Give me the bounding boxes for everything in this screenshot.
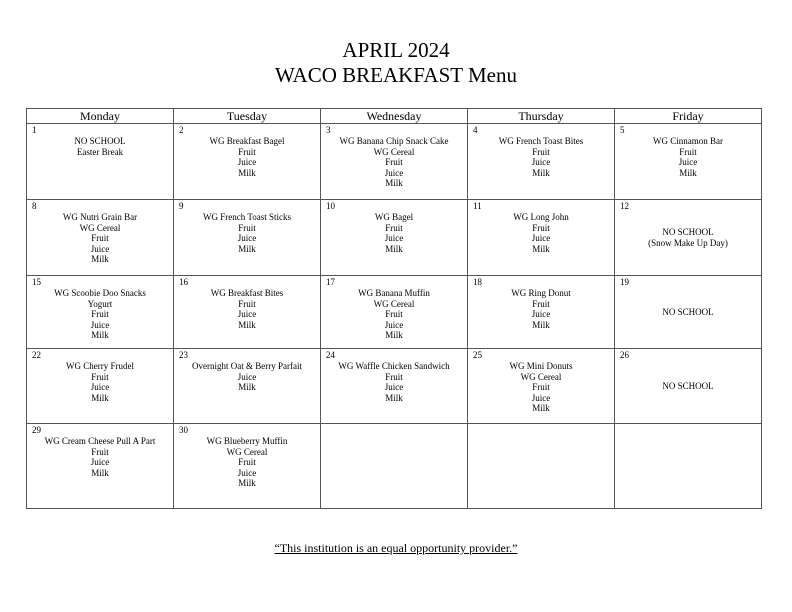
day-cell [27,424,174,509]
menu-items [615,136,761,178]
menu-item: Juice [237,157,257,167]
menu-item: Milk [679,167,697,178]
menu-item: Fruit [91,446,109,457]
menu-item: Juice [237,467,257,478]
day-number: 9 [179,201,184,211]
menu-item: WG Banana Muffin [358,288,430,298]
menu-item: Juice [531,392,551,403]
day-number: 5 [620,125,625,135]
no-school-note [615,307,761,318]
day-cell [321,200,468,276]
day-cell [468,276,615,349]
menu-items [321,212,467,254]
menu-item: Juice [531,309,551,319]
day-cell [321,124,468,200]
day-number: 15 [32,277,41,287]
weekday-header: Wednesday [321,109,468,124]
menu-item: NO SCHOOL [74,136,126,146]
menu-item: Juice [237,309,257,319]
menu-item: Juice [678,157,698,167]
menu-item: Juice [531,233,551,243]
day-cell [615,349,762,424]
no-school-note [615,227,761,248]
menu-item: NO SCHOOL [662,227,714,237]
day-cell [321,276,468,349]
weekday-header: Friday [615,109,762,124]
day-number: 23 [179,350,188,360]
menu-item: Milk [532,243,550,254]
menu-items [321,136,467,189]
menu-item: (Snow Make Up Day) [648,237,728,248]
day-number [321,424,467,436]
day-cell [27,200,174,276]
menu-item: Milk [385,330,403,340]
menu-item: Milk [238,167,256,178]
menu-item: Fruit [385,309,403,319]
week-row [27,124,762,200]
weekday-header-row [27,109,762,124]
day-number: 24 [326,350,335,360]
day-number [468,424,614,436]
menu-item: WG Cereal [520,371,562,382]
menu-item: Milk [238,243,256,254]
menu-items [468,288,614,330]
day-number [615,424,761,436]
menu-item: WG Banana Chip Snack Cake [339,136,449,146]
menu-item: WG French Toast Sticks [203,212,291,222]
footer-statement [0,541,792,556]
menu-item: Milk [238,478,256,488]
menu-item: WG Scoobie Doo Snacks [54,288,146,298]
day-number: 10 [326,201,335,211]
menu-item: Fruit [532,382,550,392]
menu-item: Fruit [238,146,256,157]
menu-items [27,136,173,157]
menu-item: WG Cereal [226,446,268,457]
day-number: 22 [32,350,41,360]
no-school-note [615,381,761,392]
menu-item: Juice [384,382,404,392]
menu-item: WG Cereal [79,222,121,233]
menu-items [321,361,467,403]
day-cell [174,124,321,200]
day-cell [27,349,174,424]
menu-item: Milk [532,319,550,330]
day-cell [615,200,762,276]
menu-item: Easter Break [76,146,124,157]
day-number: 2 [179,125,184,135]
day-cell [174,200,321,276]
menu-item: WG Cream Cheese Pull A Part [44,436,156,446]
calendar-body [27,124,762,509]
menu-item: WG Ring Donut [511,288,571,298]
day-number: 17 [326,277,335,287]
day-cell [321,349,468,424]
menu-item: Juice [90,457,110,467]
day-number: 29 [32,425,41,435]
week-row [27,349,762,424]
menu-items [27,288,173,341]
day-cell [615,124,762,200]
weekday-header: Tuesday [174,109,321,124]
week-row [27,276,762,349]
day-number: 3 [326,125,331,135]
menu-item: Fruit [91,371,109,382]
weekday-header: Monday [27,109,174,124]
day-cell [27,276,174,349]
menu-item: Milk [91,467,109,478]
menu-item: Milk [91,254,109,264]
menu-items [321,288,467,341]
menu-item: Juice [384,319,404,330]
page-title-month: APRIL 2024 [342,38,450,62]
calendar-table [26,108,762,509]
day-number: 30 [179,425,188,435]
menu-item: WG Mini Donuts [509,361,573,371]
day-cell [174,276,321,349]
menu-item: Juice [90,319,110,330]
menu-item: WG Breakfast Bagel [209,136,285,146]
page-title-menu: WACO BREAKFAST Menu [275,63,517,87]
menu-item: WG Blueberry Muffin [206,436,288,446]
menu-item: Juice [384,233,404,243]
menu-item: Juice [237,233,257,243]
week-row [27,200,762,276]
menu-items [174,436,320,489]
day-number: 11 [473,201,482,211]
menu-item: Juice [384,167,404,178]
day-cell [468,424,615,509]
day-number: 26 [620,350,629,360]
equal-opportunity-text: “This institution is an equal opportunity provider.” [274,541,518,555]
menu-item: Milk [385,178,403,188]
menu-item: Fruit [91,309,109,319]
menu-item: Yogurt [87,298,113,309]
menu-item: WG Waffle Chicken Sandwich [338,361,450,371]
menu-item: Milk [238,319,256,330]
day-number: 16 [179,277,188,287]
menu-item: Fruit [385,157,403,167]
day-cell [468,349,615,424]
menu-item: NO SCHOOL [662,380,714,391]
day-number: 18 [473,277,482,287]
day-cell [468,200,615,276]
menu-items [27,436,173,478]
menu-items [27,212,173,265]
day-cell [321,424,468,509]
menu-items [468,212,614,254]
menu-item: Milk [238,382,256,392]
day-cell [174,349,321,424]
day-cell [27,124,174,200]
menu-item: Milk [91,392,109,403]
menu-item: Fruit [679,146,697,157]
menu-item: Fruit [385,222,403,233]
menu-item: Overnight Oat & Berry Parfait [192,361,302,371]
menu-item: Milk [385,243,403,254]
day-cell [174,424,321,509]
menu-item: WG French Toast Bites [498,136,584,146]
menu-item: Juice [90,382,110,392]
menu-item: Milk [385,392,403,403]
menu-item: WG Bagel [374,212,414,222]
day-cell [615,424,762,509]
day-number: 19 [620,277,629,287]
menu-item: Fruit [532,146,550,157]
menu-item: WG Long John [513,212,569,222]
day-number: 12 [620,201,629,211]
menu-items [468,136,614,178]
weekday-header: Thursday [468,109,615,124]
menu-item: WG Cinnamon Bar [653,136,723,146]
menu-item: Juice [90,243,110,254]
menu-item: WG Cherry Frudel [66,361,134,371]
menu-item: WG Cereal [373,298,415,309]
menu-item: Fruit [385,371,403,382]
menu-item: Juice [531,157,551,167]
menu-item: Milk [532,403,550,413]
day-number: 25 [473,350,482,360]
menu-item: Juice [237,371,257,382]
menu-items [174,361,320,393]
menu-item: WG Cereal [373,146,415,157]
menu-items [174,212,320,254]
menu-items [174,288,320,330]
menu-item: Milk [532,167,550,178]
day-number: 4 [473,125,478,135]
menu-item: Fruit [238,457,256,467]
day-number: 8 [32,201,37,211]
menu-item: WG Breakfast Bites [210,288,284,298]
menu-item: Fruit [238,222,256,233]
menu-items [174,136,320,178]
menu-item: WG Nutri Grain Bar [62,212,138,222]
day-number: 1 [32,125,37,135]
day-cell [468,124,615,200]
menu-item: Fruit [91,233,109,243]
day-cell [615,276,762,349]
menu-item: Milk [91,330,109,340]
menu-items [468,361,614,414]
menu-item: Fruit [532,222,550,233]
menu-items [27,361,173,403]
menu-item: Fruit [238,298,256,309]
menu-item: NO SCHOOL [662,306,714,317]
week-row [27,424,762,509]
menu-item: Fruit [532,298,550,309]
